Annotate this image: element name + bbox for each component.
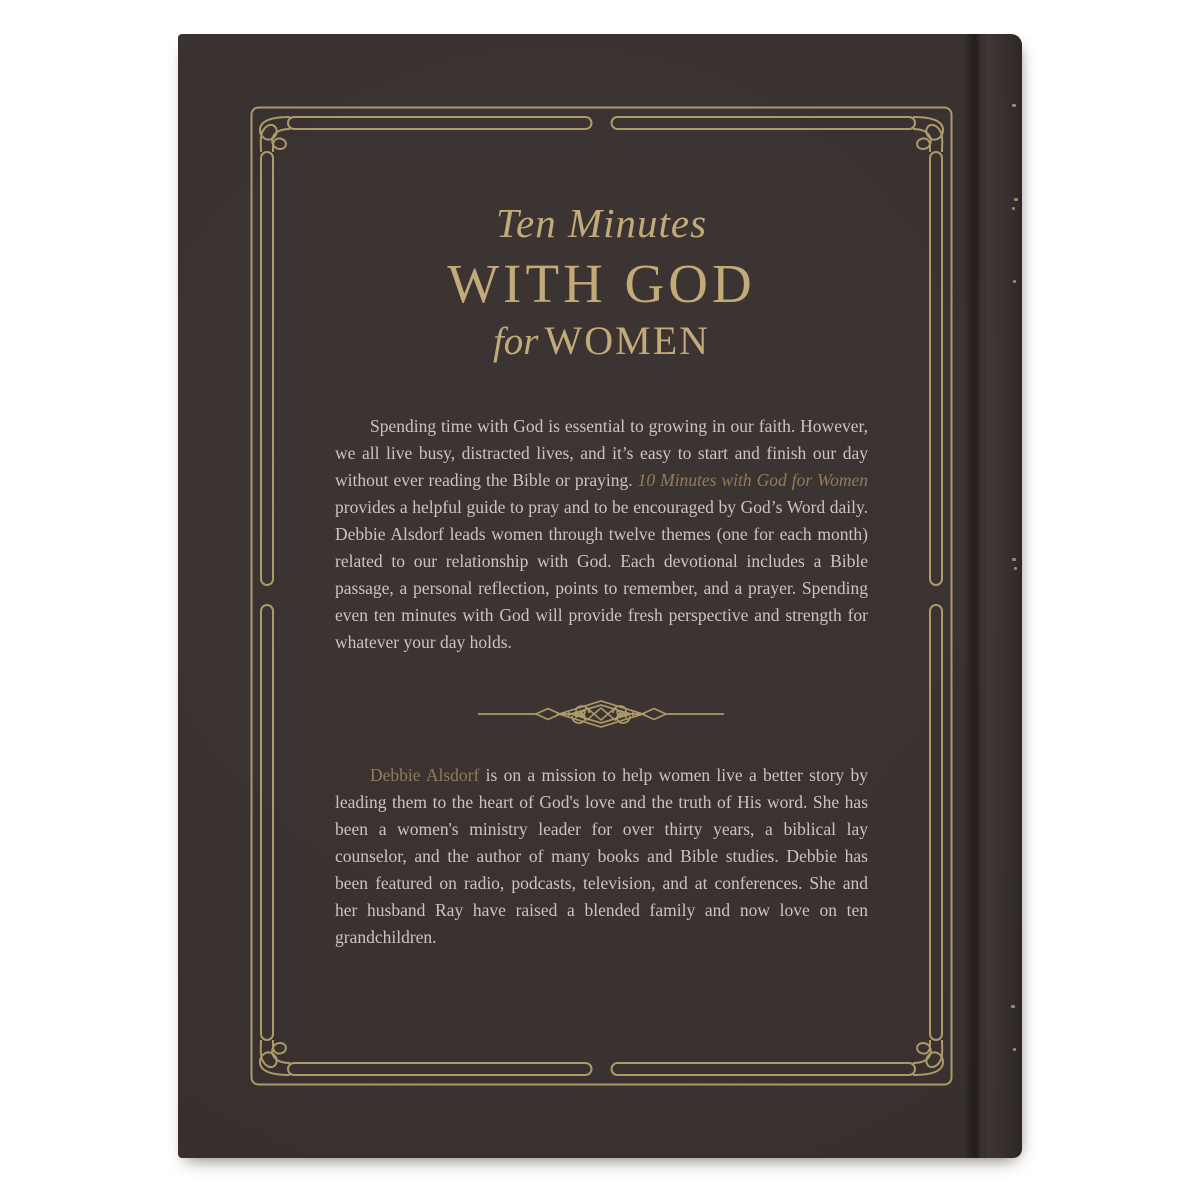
title-subtitle [335, 318, 868, 365]
book-title-mention: 10 Minutes with God for Women [637, 470, 869, 490]
description-paragraph [335, 413, 868, 656]
spine-wrap-edge [986, 34, 1022, 1158]
title-main: WITH GOD [447, 253, 756, 314]
border-capsule [288, 1063, 592, 1075]
gold-fleck [1012, 104, 1016, 107]
title-for-word: for [492, 320, 539, 363]
border-capsule [288, 117, 592, 129]
author-bio-text: is on a mission to help women live a better story by leading them to the heart of God's love and the truth of His word. She has been a women's ministry leader for over thirty years, a biblical lay counselor, and the author of many books and Bible studies. Debbie has been featured on radio, podcasts, television, and at conferences. She and her husband Ray have raised a blended family and now love on ten grandchildren. [335, 765, 868, 947]
gold-fleck [1012, 207, 1015, 210]
gold-fleck [1013, 1048, 1016, 1051]
border-capsule [612, 117, 916, 129]
gold-fleck [1014, 198, 1018, 201]
title-script: Ten Minutes [495, 200, 708, 246]
divider-ornament [476, 696, 726, 732]
border-capsule [612, 1063, 916, 1075]
gold-fleck [1011, 1005, 1015, 1008]
gold-fleck [1013, 280, 1016, 283]
border-capsule [261, 152, 273, 585]
author-paragraph [335, 762, 868, 951]
title-block [335, 197, 868, 365]
author-name: Debbie Alsdorf [370, 765, 480, 785]
blurb-text-2: provides a helpful guide to pray and to be encouraged by God’s Word daily. Debbie Alsdorf leads women through twelve themes (one for each month) related to our relationship with God. Each devotional includes a Bible passage, a personal reflection, points to remember, and a prayer. Spending even ten minutes with God will provide fresh perspective and strength for whatever your day holds. [335, 497, 868, 652]
spine-hinge-groove [964, 34, 986, 1158]
border-capsule [930, 152, 942, 585]
book-back-cover [178, 34, 1022, 1158]
border-capsule [261, 605, 273, 1040]
gold-fleck [1014, 567, 1017, 570]
title-women-word: WOMEN [544, 318, 711, 363]
blurb-text-1: Spending time with God is essential to growing in our faith. However, we all live busy, distracted lives, and it’s easy to start and finish our day without ever reading the Bible or praying. [335, 416, 868, 490]
gold-fleck [1012, 558, 1016, 561]
border-capsule [930, 605, 942, 1040]
